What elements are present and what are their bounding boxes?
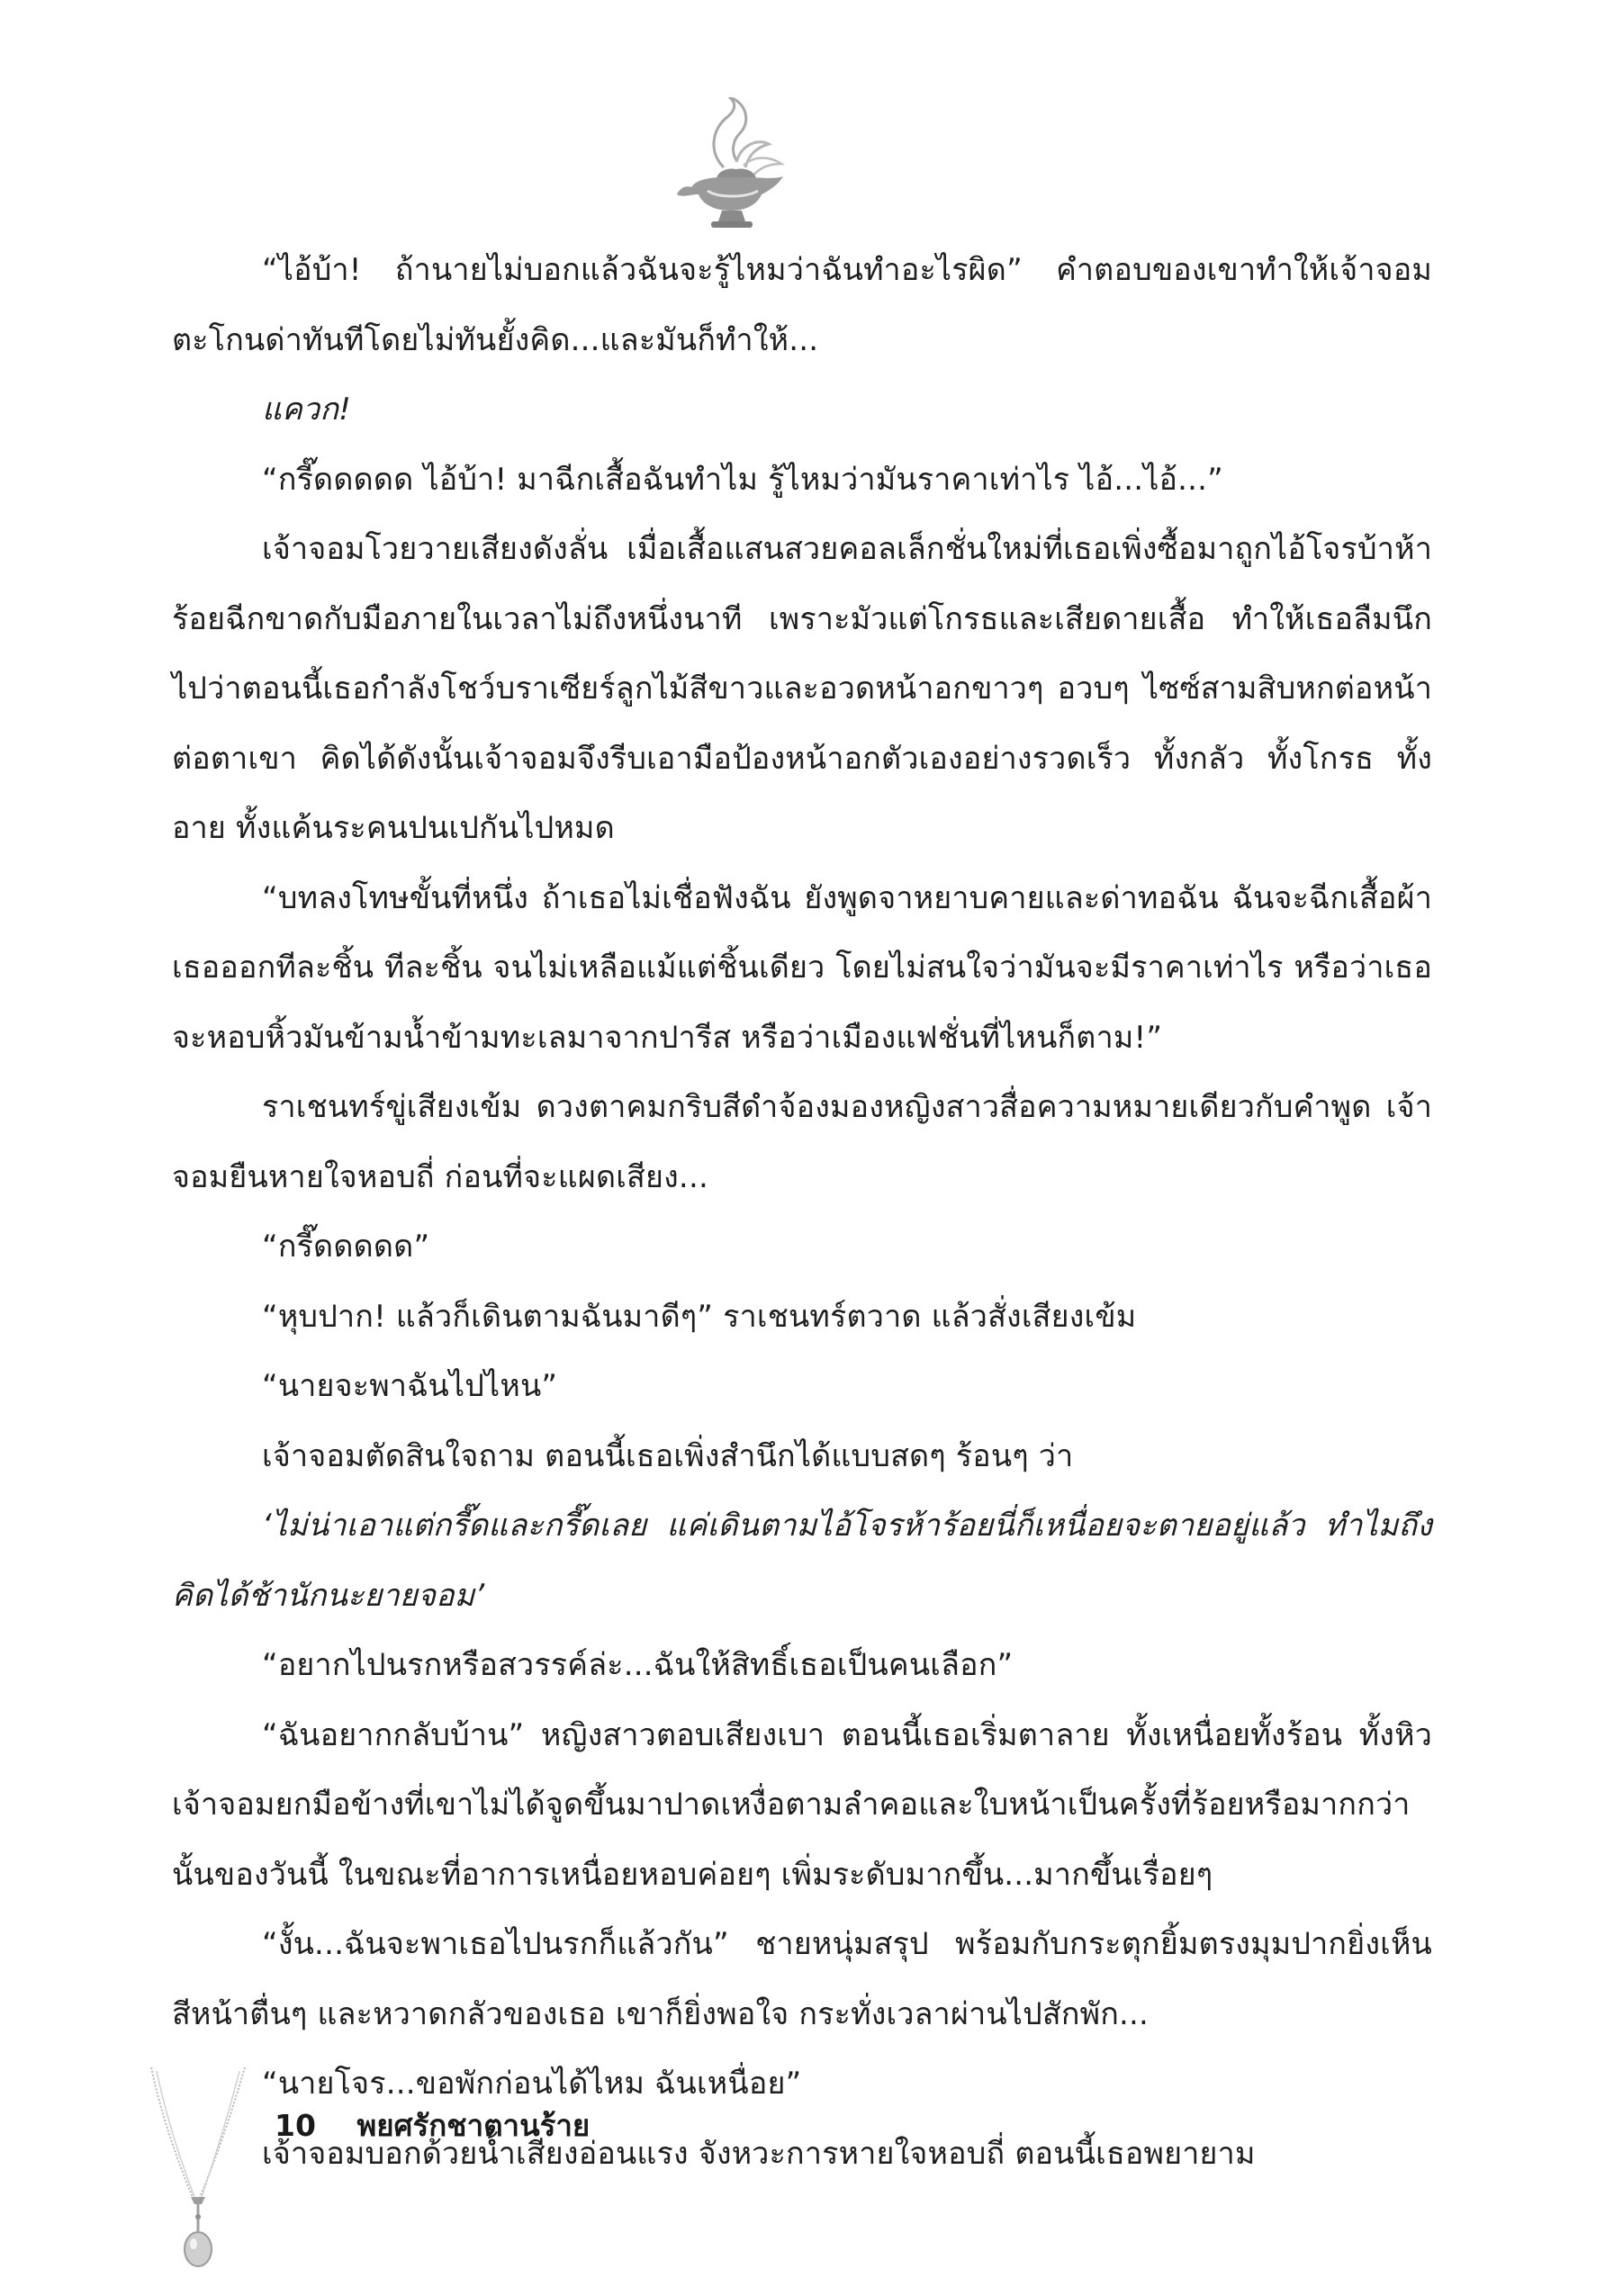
paragraph: ราเชนทร์ขู่เสียงเข้ม ดวงตาคมกริบสีดำจ้องมองหญิงสาวสื่อความหมายเดียวกับคำพูด เจ้าจอมยืนหายใจหอบถี่ ก่อนที่จะแผดเสียง... xyxy=(172,1089,1432,1195)
genie-lamp-icon xyxy=(672,97,790,232)
story-text xyxy=(172,236,1432,2189)
paragraph: “กรี๊ดดดดด” xyxy=(262,1229,430,1265)
paragraph: เจ้าจอมโวยวายเสียงดังลั่น เมื่อเสื้อแสนสวยคอลเล็กชั่นใหม่ที่เธอเพิ่งซื้อมาถูกไอ้โจรบ้าห้าร้อยฉีกขาดกับมือภายในเวลาไม่ถึงหนึ่งนาที เพราะมัวแต่โกรธและเสียดายเสื้อ ทำให้เธอลืมนึกไปว่าตอนนี้เธอกำลังโชว์บราเซียร์ลูกไม้สีขาวและอวดหน้าอกขาวๆ อวบๆ ไซซ์สามสิบหกต่อหน้าต่อตาเขา คิดได้ดังนั้นเจ้าจอมจึงรีบเอามือป้องหน้าอกตัวเองอย่างรวดเร็ว ทั้งกลัว ทั้งโกรธ ทั้งอาย ทั้งแค้นระคนปนเปกันไปหมด xyxy=(172,531,1432,846)
paragraph: “งั้น...ฉันจะพาเธอไปนรกก็แล้วกัน” ชายหนุ่มสรุป พร้อมกับกระตุกยิ้มตรงมุมปากยิ่งเห็นสีหน้าตื่นๆ และหวาดกลัวของเธอ เขาก็ยิ่งพอใจ กระทั่งเวลาผ่านไปสักพัก... xyxy=(172,1926,1432,2032)
paragraph: “นายจะพาฉันไปไหน” xyxy=(262,1368,558,1404)
paragraph-sound-effect: แควก! xyxy=(262,392,351,428)
paragraph: “นายโจร...ขอพักก่อนได้ไหม ฉันเหนื่อย” xyxy=(262,2066,802,2102)
paragraph-inner-thought: ‘ไม่น่าเอาแต่กรี๊ดและกรี๊ดเลย แค่เดินตามไอ้โจรห้าร้อยนี่ก็เหนื่อยจะตายอยู่แล้ว ทำไมถึงคิดได้ช้านักนะยายจอม’ xyxy=(172,1508,1432,1614)
paragraph: “ฉันอยากกลับบ้าน” หญิงสาวตอบเสียงเบา ตอนนี้เธอเริ่มตาลาย ทั้งเหนื่อยทั้งร้อน ทั้งหิว เจ้าจอมยกมือข้างที่เขาไม่ได้จูดขึ้นมาปาดเหงื่อตามลำคอและใบหน้าเป็นครั้งที่ร้อยหรือมากกว่านั้นของวันนี้ ในขณะที่อาการเหนื่อยหอบค่อยๆ เพิ่มระดับมากขึ้น...มากขึ้นเรื่อยๆ xyxy=(172,1716,1432,1893)
paragraph: “หุบปาก! แล้วก็เดินตามฉันมาดีๆ” ราเชนทร์ตวาด แล้วสั่งเสียงเข้ม xyxy=(262,1298,1137,1335)
book-title: พยศรักชาตานร้าย xyxy=(356,2108,591,2143)
paragraph: “กรี๊ดดดดด ไอ้บ้า! มาฉีกเสื้อฉันทำไม รู้ไหมว่ามันราคาเท่าไร ไอ้...ไอ้...” xyxy=(262,461,1223,498)
pendant-necklace-icon xyxy=(144,2066,252,2273)
paragraph: เจ้าจอมบอกด้วยน้ำเสียงอ่อนแรง จังหวะการหายใจหอบถี่ ตอนนี้เธอพยายาม xyxy=(262,2135,1256,2172)
paragraph: “บทลงโทษขั้นที่หนึ่ง ถ้าเธอไม่เชื่อฟังฉัน ยังพูดจาหยาบคายและด่าทอฉัน ฉันจะฉีกเสื้อผ้าเธอออกทีละชิ้น ทีละชิ้น จนไม่เหลือแม้แต่ชิ้นเดียว โดยไม่สนใจว่ามันจะมีราคาเท่าไร หรือว่าเธอจะหอบหิ้วมันข้ามน้ำข้ามทะเลมาจากปารีส หรือว่าเมืองแฟชั่นที่ไหนก็ตาม!” xyxy=(172,879,1432,1056)
paragraph: “อยากไปนรกหรือสวรรค์ล่ะ...ฉันให้สิทธิ์เธอเป็นคนเลือก” xyxy=(262,1647,1014,1683)
page-footer xyxy=(275,2102,590,2149)
paragraph: “ไอ้บ้า! ถ้านายไม่บอกแล้วฉันจะรู้ไหมว่าฉันทำอะไรผิด” คำตอบของเขาทำให้เจ้าจอมตะโกนด่าทันทีโดยไม่ทันยั้งคิด...และมันก็ทำให้... xyxy=(172,252,1432,358)
paragraph: เจ้าจอมตัดสินใจถาม ตอนนี้เธอเพิ่งสำนึกได้แบบสดๆ ร้อนๆ ว่า xyxy=(262,1437,1074,1474)
page-number: 10 xyxy=(275,2108,316,2143)
